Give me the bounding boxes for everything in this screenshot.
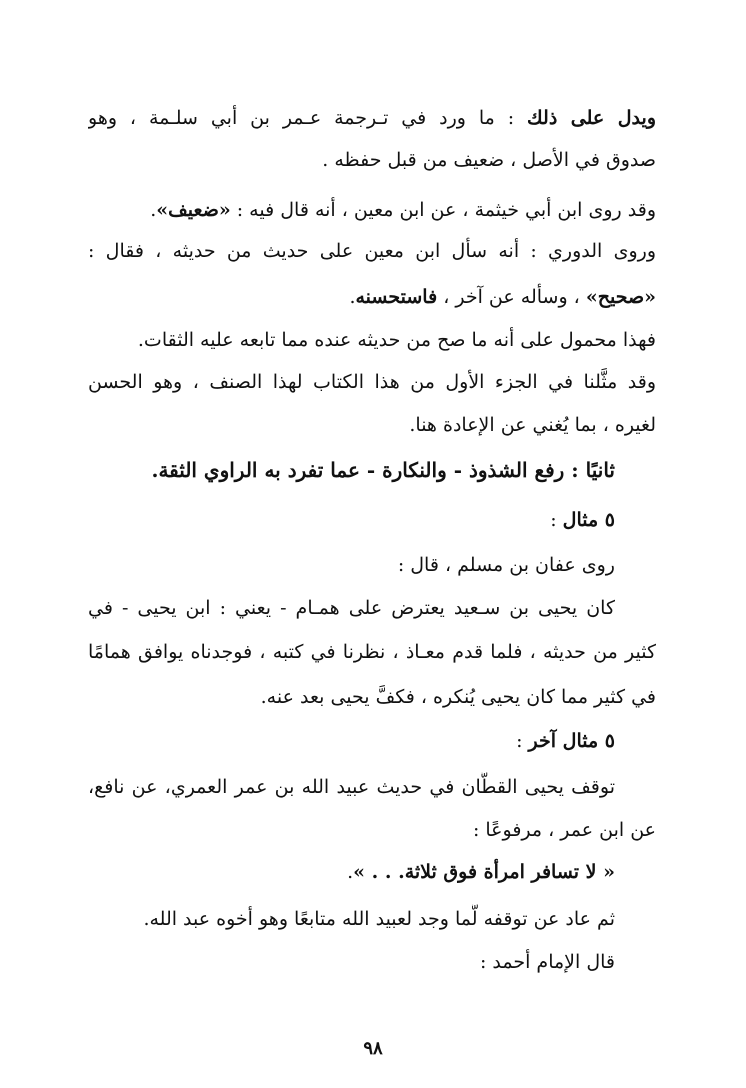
paragraph-line (88, 637, 656, 667)
paragraph-line (88, 282, 656, 312)
paragraph-line (88, 904, 615, 934)
text-run: : (550, 509, 563, 531)
paragraph-line (88, 325, 656, 355)
paragraph-line (88, 195, 656, 225)
bold-text: «ضعيف» (156, 199, 231, 221)
paragraph-line (88, 236, 656, 266)
text-run: وروى الدوري : أنه سأل ابن معين على حديث من حديثه ، فقال : (88, 240, 656, 262)
text-run: ثم عاد عن توقفه لَّما وجد لعبيد الله متابعًا وهو أخوه عبد الله. (143, 908, 615, 930)
text-run: قال الإمام أحمد : (479, 951, 615, 973)
page-number: ٩٨ (363, 1038, 383, 1059)
text-run: روى عفان بن مسلم ، قال : (397, 554, 615, 576)
paragraph-line (88, 410, 656, 440)
text-run: صدوق في الأصل ، ضعيف من قبل حفظه . (322, 149, 656, 171)
section-heading (88, 455, 615, 485)
bold-text: ٥ مثال آخر (528, 730, 615, 752)
quoted-hadith (88, 857, 615, 887)
text-run: : (516, 730, 529, 752)
paragraph-line (88, 815, 656, 845)
bold-text: ٥ مثال (562, 509, 615, 531)
paragraph-line (88, 145, 656, 175)
bold-text: «صحيح» (585, 286, 656, 308)
paragraph-line (88, 367, 656, 397)
text-run: فهذا محمول على أنه ما صح من حديثه عنده مما تابعه عليه الثقات. (137, 329, 656, 351)
text-run: . (150, 199, 157, 221)
bold-text: فاستحسنه (355, 286, 438, 308)
text-run: كثير من حديثه ، فلما قدم معـاذ ، نظرنا في كتبه ، فوجدناه يوافق همامًا (88, 641, 656, 663)
bold-text: « لا تسافر امرأة فوق ثلاثة. . . » (353, 861, 615, 883)
paragraph-line (88, 947, 615, 977)
text-run: لغيره ، بما يُغني عن الإعادة هنا. (409, 414, 656, 436)
text-run: عن ابن عمر ، مرفوعًا : (472, 819, 656, 841)
paragraph-line (88, 772, 615, 802)
text-run: وقد روى ابن أبي خيثمة ، عن ابن معين ، أنه قال فيه : (230, 199, 656, 221)
paragraph-line (88, 593, 615, 623)
text-run: كان يحيى بن سـعيد يعترض على همـام - يعني : ابن يحيى - في (88, 597, 615, 619)
bold-text: ويدل على ذلك (527, 107, 656, 129)
text-run: . (347, 861, 354, 883)
example-label (88, 505, 615, 535)
text-run: وقد مثَّلنا في الجزء الأول من هذا الكتاب لهذا الصنف ، وهو الحسن (88, 371, 656, 393)
example-label (88, 726, 615, 756)
paragraph-line (88, 103, 656, 133)
paragraph-line (88, 550, 615, 580)
paragraph-line (88, 682, 656, 712)
text-run: : ما ورد في تـرجمة عـمر بن أبي سلـمة ، وهو (88, 107, 528, 129)
text-run: ، وسأله عن آخر ، (437, 286, 586, 308)
text-run: توقف يحيى القطَّان في حديث عبيد الله بن عمر العمري، عن نافع، (88, 776, 615, 798)
bold-text: ثانيًا : رفع الشذوذ - والنكارة - عما تفرد به الراوي الثقة. (151, 458, 615, 482)
text-run: في كثير مما كان يحيى يُنكره ، فكفَّ يحيى بعد عنه. (260, 686, 656, 708)
text-run: . (349, 286, 356, 308)
